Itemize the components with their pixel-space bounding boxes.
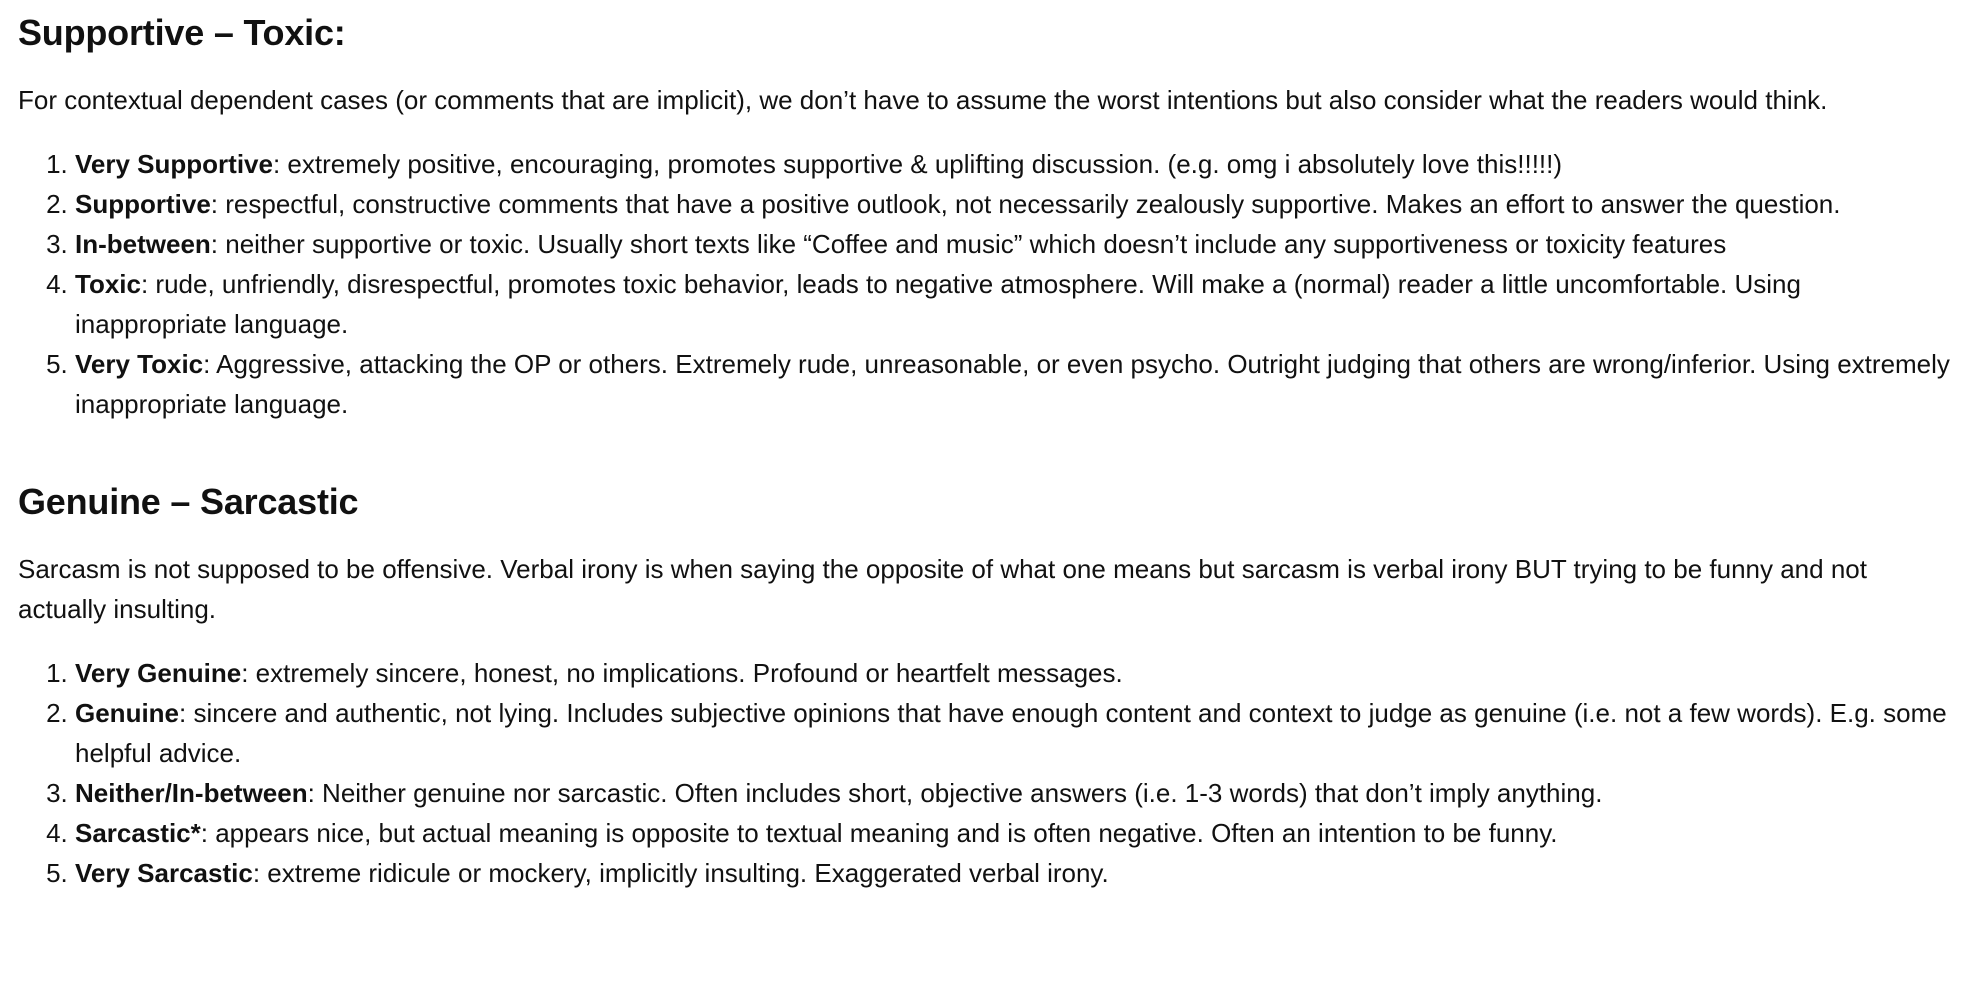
list-item [75,813,1956,853]
list-item [75,264,1956,344]
term-description: : neither supportive or toxic. Usually short texts like “Coffee and music” which doesn’t include any supportiveness or toxicity features [210,229,1727,259]
list-item [75,853,1956,893]
term-label: Toxic [75,269,141,299]
term-description: : respectful, constructive comments that have a positive outlook, not necessarily zealously supportive. Makes an effort to answer the question. [210,189,1841,219]
term-description: : sincere and authentic, not lying. Includes subjective opinions that have enough content and context to judge as genuine (i.e. not a few words). E.g. some helpful advice. [75,698,1947,768]
term-label: Very Sarcastic [75,858,253,888]
term-description: : appears nice, but actual meaning is opposite to textual meaning and is often negative. Often an intention to be funny. [200,818,1558,848]
term-description: : extreme ridicule or mockery, implicitly insulting. Exaggerated verbal irony. [252,858,1109,888]
list-item [75,773,1956,813]
list-item [75,344,1956,424]
term-description: : Aggressive, attacking the OP or others. Extremely rude, unreasonable, or even psycho. Outright judging that others are wrong/inferior. Using extremely inappropriate language. [75,349,1950,419]
term-label: Very Supportive [75,149,273,179]
section-intro-genuine-sarcastic: Sarcasm is not supposed to be offensive. Verbal irony is when saying the opposite of what one means but sarcasm is verbal irony BUT trying to be funny and not actually insulting. [18,554,1867,624]
list-item [75,693,1956,773]
list-item [75,184,1956,224]
term-label: In-between [75,229,211,259]
term-label: Supportive [75,189,211,219]
term-label: Sarcastic* [75,818,201,848]
section-title-genuine-sarcastic: Genuine – Sarcastic [18,481,359,522]
section-intro-supportive-toxic: For contextual dependent cases (or comments that are implicit), we don’t have to assume the worst intentions but also consider what the readers would think. [18,85,1828,115]
list-item [75,224,1956,264]
term-label: Genuine [75,698,180,728]
section-title-supportive-toxic: Supportive – Toxic: [18,12,346,53]
term-label: Very Toxic [75,349,204,379]
term-label: Neither/In-between [75,778,308,808]
list-item [75,653,1956,693]
term-description: : extremely positive, encouraging, promotes supportive & uplifting discussion. (e.g. omg i absolutely love this!!!!!) [272,149,1563,179]
scale-list-genuine-sarcastic [18,653,1956,893]
term-label: Very Genuine [75,658,242,688]
list-item [75,144,1956,184]
term-description: : Neither genuine nor sarcastic. Often includes short, objective answers (i.e. 1-3 words) that don’t imply anything. [307,778,1603,808]
term-description: : extremely sincere, honest, no implications. Profound or heartfelt messages. [241,658,1123,688]
scale-list-supportive-toxic [18,144,1956,424]
term-description: : rude, unfriendly, disrespectful, promotes toxic behavior, leads to negative atmosphere. Will make a (normal) reader a little uncomfortable. Using inappropriate language. [75,269,1801,339]
